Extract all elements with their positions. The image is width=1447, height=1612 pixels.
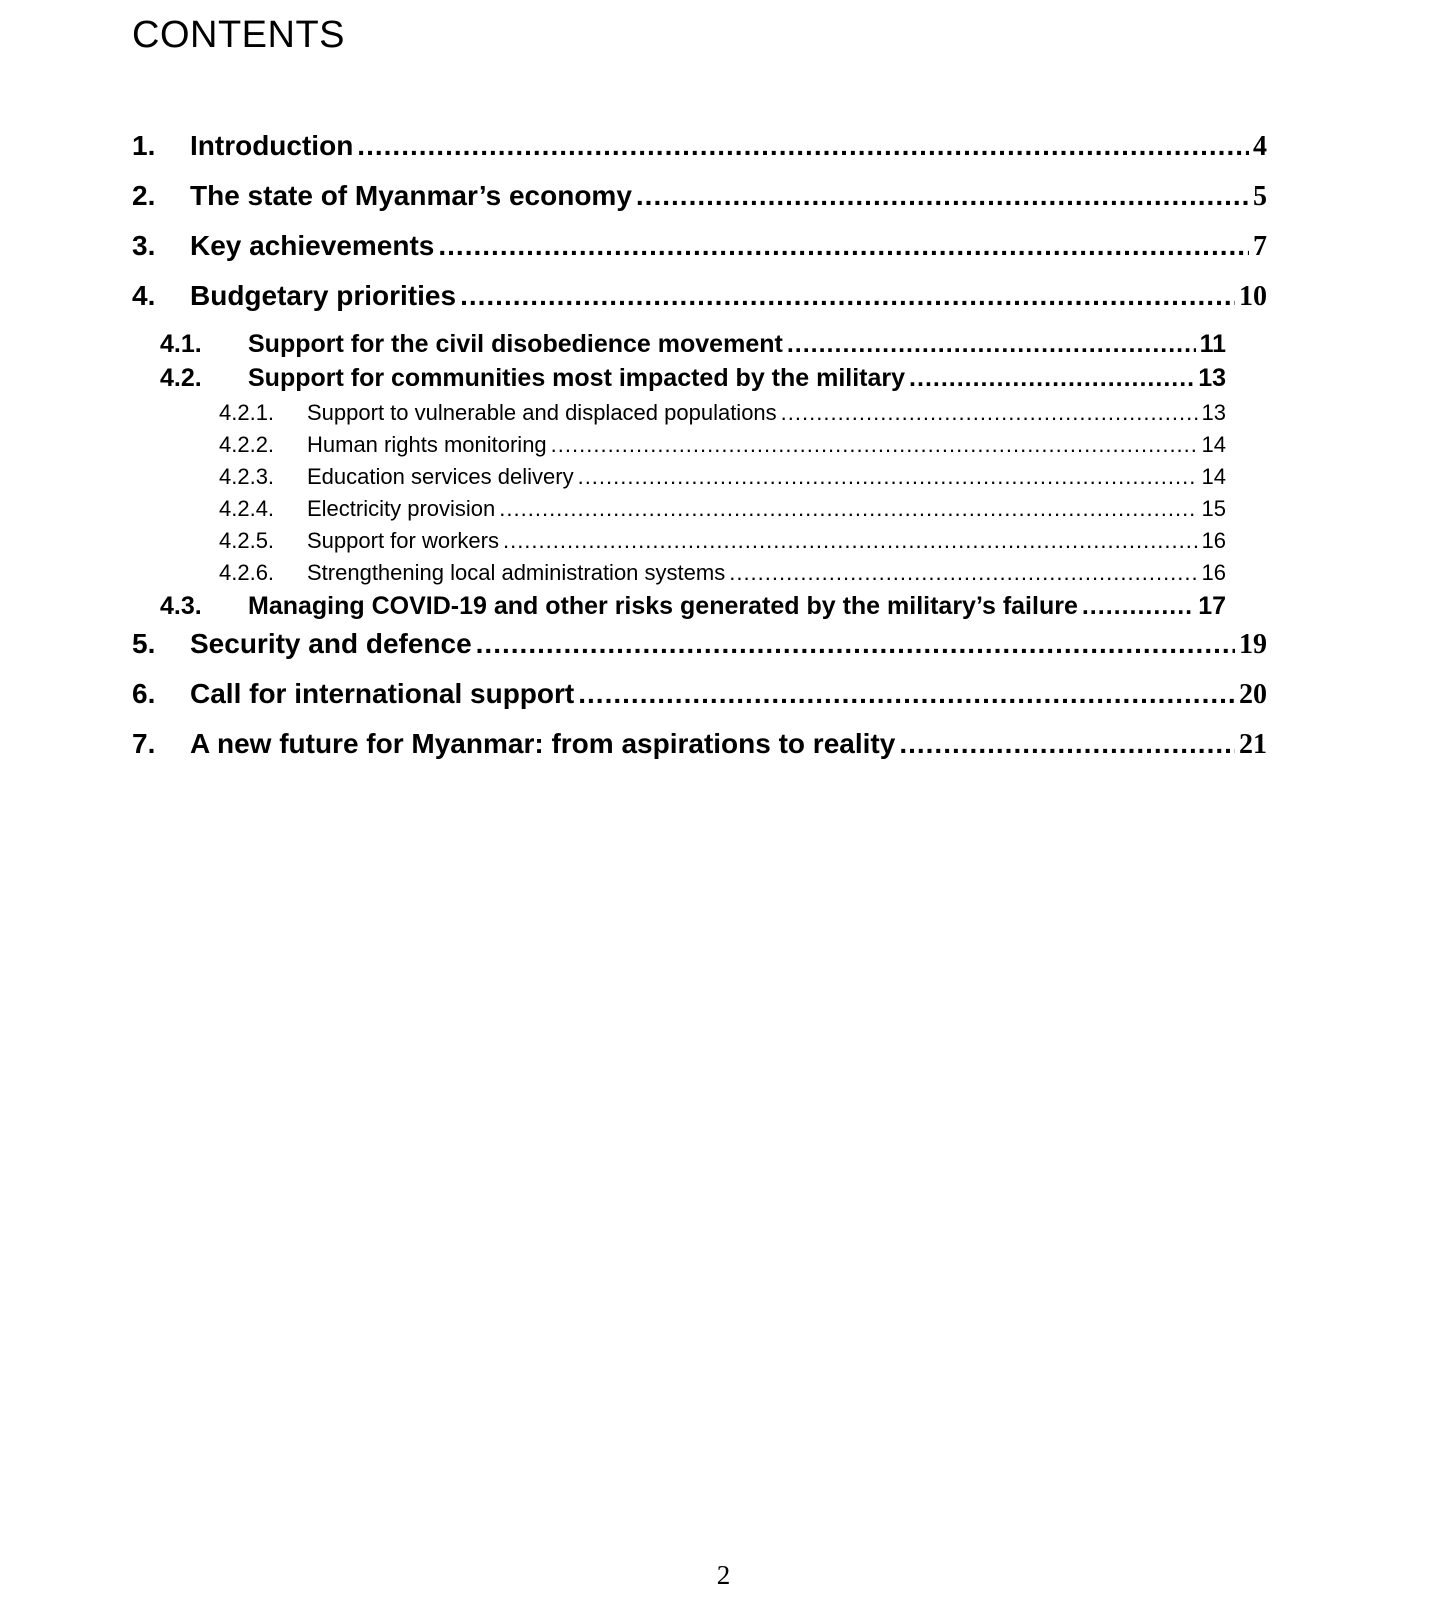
dot-leader <box>503 528 1198 554</box>
toc-entry-number: 4.2.6. <box>219 560 275 585</box>
toc-entry-number: 4.2. <box>160 364 202 392</box>
dot-leader <box>899 728 1235 760</box>
toc-entry-number: 1. <box>132 130 156 161</box>
toc-entry-4-2[interactable] <box>160 364 1226 393</box>
toc-entry-page: 13 <box>1201 400 1226 425</box>
toc-entry-page: 21 <box>1239 729 1267 760</box>
dot-leader <box>476 628 1235 660</box>
toc-entry-page: 14 <box>1201 464 1226 489</box>
toc-entry-introduction[interactable] <box>132 130 1267 163</box>
toc-entry-title: Support for the civil disobedience movement <box>248 330 783 358</box>
toc-entry-key-achievements[interactable] <box>132 230 1267 263</box>
toc-entry-title: Support for communities most impacted by the military <box>248 364 906 392</box>
dot-leader <box>460 280 1235 312</box>
toc-entry-number: 4.2.3. <box>219 464 275 489</box>
dot-leader <box>636 180 1249 212</box>
toc-entry-number: 4.2.5. <box>219 528 275 553</box>
toc-entry-number: 2. <box>132 180 156 211</box>
page-number: 2 <box>716 1560 731 1590</box>
toc-entry-budgetary-priorities[interactable] <box>132 280 1267 313</box>
toc-entry-4-2-1[interactable] <box>219 400 1226 426</box>
toc-entry-international-support[interactable] <box>132 678 1267 711</box>
toc-entry-title: Human rights monitoring <box>307 432 547 457</box>
toc-entry-page: 7 <box>1253 231 1267 262</box>
toc-entry-number: 4. <box>132 280 156 311</box>
dot-leader <box>1082 592 1194 621</box>
toc-entry-title: Education services delivery <box>307 464 574 489</box>
toc-entry-page: 16 <box>1201 560 1226 585</box>
toc-entry-page: 4 <box>1253 131 1267 162</box>
dot-leader <box>909 364 1194 393</box>
contents-heading: CONTENTS <box>132 14 345 56</box>
toc-entry-economy[interactable] <box>132 180 1267 213</box>
toc-entry-security-defence[interactable] <box>132 628 1267 661</box>
dot-leader <box>499 496 1197 522</box>
toc-entry-page: 10 <box>1239 281 1267 312</box>
toc-entry-4-2-4[interactable] <box>219 496 1226 522</box>
toc-entry-title: The state of Myanmar’s economy <box>190 180 632 211</box>
toc-entry-title: Budgetary priorities <box>190 280 457 311</box>
toc-entry-number: 4.2.2. <box>219 432 275 457</box>
toc-entry-page: 16 <box>1201 528 1226 553</box>
toc-entry-page: 14 <box>1201 432 1226 457</box>
toc-entry-title: Support to vulnerable and displaced populations <box>307 400 777 425</box>
toc-entry-title: Key achievements <box>190 230 435 261</box>
toc-entry-page: 5 <box>1253 181 1267 212</box>
toc-entry-4-3[interactable] <box>160 592 1226 621</box>
toc-entry-page: 19 <box>1239 629 1267 660</box>
toc-entry-number: 7. <box>132 728 156 759</box>
dot-leader <box>357 130 1249 162</box>
toc-entry-number: 6. <box>132 678 156 709</box>
toc-entry-number: 4.3. <box>160 592 202 620</box>
toc-entry-4-2-3[interactable] <box>219 464 1226 490</box>
toc-entry-page: 20 <box>1239 679 1267 710</box>
dot-leader <box>781 400 1198 426</box>
dot-leader <box>578 464 1198 490</box>
toc-entry-4-1[interactable] <box>160 330 1226 359</box>
toc-entry-page: 15 <box>1201 496 1226 521</box>
toc-entry-title: Support for workers <box>307 528 499 553</box>
toc-entry-4-2-5[interactable] <box>219 528 1226 554</box>
dot-leader <box>551 432 1198 458</box>
toc-entry-title: Managing COVID-19 and other risks generated by the military’s failure <box>248 592 1078 620</box>
toc-entry-title: Security and defence <box>190 628 472 659</box>
toc-entry-title: A new future for Myanmar: from aspirations to reality <box>190 728 896 759</box>
toc-entry-4-2-2[interactable] <box>219 432 1226 458</box>
toc-entry-page: 17 <box>1198 592 1226 620</box>
toc-entry-number: 4.2.1. <box>219 400 275 425</box>
toc-entry-title: Introduction <box>190 130 354 161</box>
toc-entry-4-2-6[interactable] <box>219 560 1226 586</box>
toc-entry-title: Strengthening local administration systems <box>307 560 726 585</box>
dot-leader <box>787 330 1196 359</box>
toc-entry-page: 11 <box>1199 330 1226 358</box>
dot-leader <box>729 560 1197 586</box>
toc-entry-page: 13 <box>1198 364 1226 392</box>
dot-leader <box>578 678 1235 710</box>
toc-entry-title: Call for international support <box>190 678 575 709</box>
dot-leader <box>438 230 1249 262</box>
toc-entry-number: 3. <box>132 230 156 261</box>
toc-entry-new-future[interactable] <box>132 728 1267 761</box>
toc-entry-number: 4.1. <box>160 330 202 358</box>
toc-entry-number: 4.2.4. <box>219 496 275 521</box>
toc-entry-number: 5. <box>132 628 156 659</box>
toc-entry-title: Electricity provision <box>307 496 496 521</box>
